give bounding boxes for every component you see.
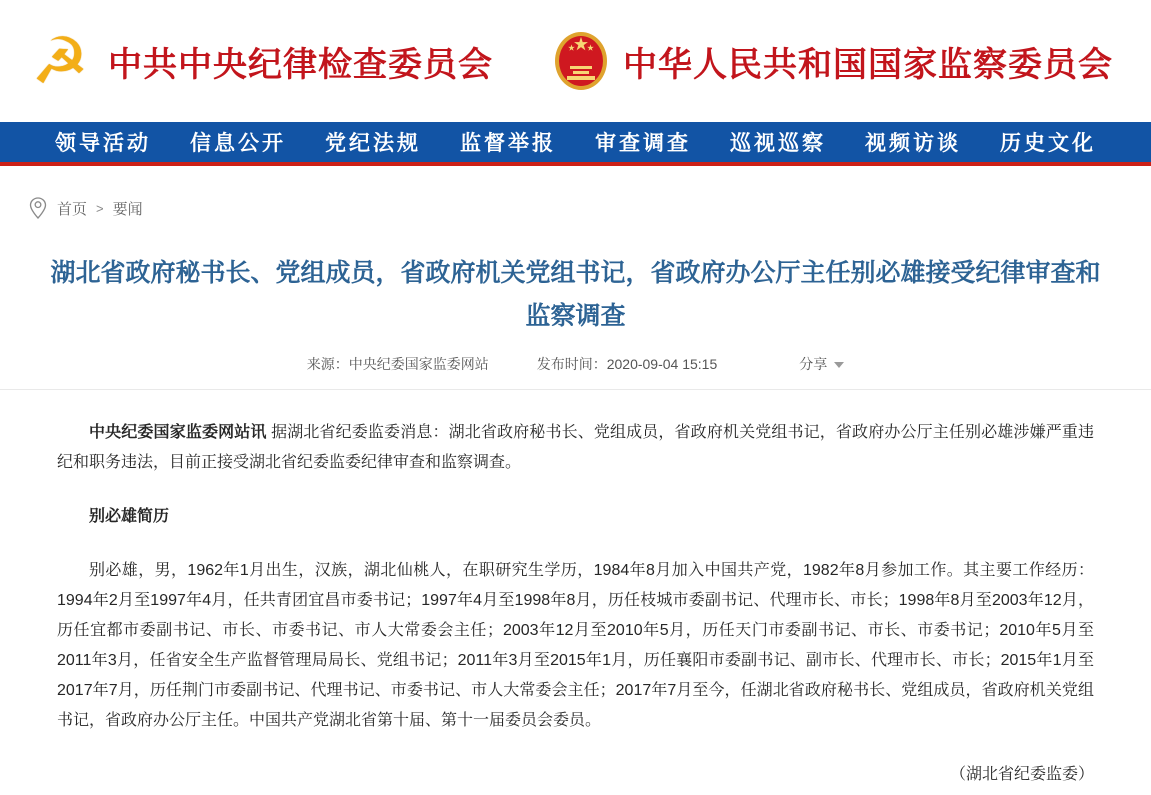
ccdi-logo-title: 中共中央纪律检查委员会 [108,45,493,84]
breadcrumb-home[interactable]: 首页 [57,200,88,218]
national-emblem-icon [555,32,607,90]
breadcrumb-separator: > [96,200,104,216]
breadcrumb-current[interactable]: 要闻 [112,200,143,218]
nav-item-video-interviews[interactable]: 视频访谈 [865,132,961,155]
breadcrumb [0,166,1151,220]
location-pin-icon [28,196,48,220]
lead-source-tag: 中央纪委国家监委网站讯 [89,424,267,441]
caret-down-icon [834,362,844,368]
main-nav [0,122,1151,166]
nsc-logo[interactable] [555,32,1113,90]
share-button[interactable] [799,354,844,374]
site-header [0,0,1151,122]
emblem-star-icon: ★ [568,45,575,52]
attribution: （湖北省纪委监委） [949,766,1094,783]
resume-heading: 别必雄简历 [89,508,170,525]
nav-item-review-investigation[interactable]: 审查调查 [595,132,691,155]
nav-item-inspection-tours[interactable]: 巡视巡察 [730,132,826,155]
nav-item-supervision-report[interactable]: 监督举报 [460,132,556,155]
resume-paragraph: 别必雄，男，1962年1月出生，汉族，湖北仙桃人，在职研究生学历，1984年8月加入中国共产党，1982年8月参加工作。其主要工作经历：1994年2月至1997年4月，任共青团宜昌市委书记；1997年4月至1998年8月，历任枝城市委副书记、代理市长、市长；1998年8月至2003年12月，历任宜都市委副书记、市长、市委书记、市人大常委会主任；2003年12月至2010年5月，历任天门市委副书记、市长、市委书记；2010年5月至2011年3月，任省安全生产监督管理局局长、党组书记；2011年3月至2015年1月，历任襄阳市委副书记、副市长、代理市长、市长；2015年1月至2017年7月，历任荆门市委副书记、代理书记、市委书记、市人大常委会主任；2017年7月至今，任湖北省政府秘书长、党组成员，省政府机关党组书记，省政府办公厅主任。中国共产党湖北省第十届、第十一届委员会委员。 [57,562,1094,729]
nav-item-history-culture[interactable]: 历史文化 [1000,132,1096,155]
party-emblem-icon: ☭ [31,25,89,97]
lead-paragraph [57,418,1094,478]
article-meta [0,354,1151,390]
lead-text: 据湖北省纪委监委消息：湖北省政府秘书长、党组成员，省政府机关党组书记，省政府办公厅主任别必雄涉嫌严重违纪和职务违法，目前正接受湖北省纪委监委纪律审查和监察调查。 [57,424,1094,471]
emblem-star-icon: ★ [573,36,589,53]
article-body [0,390,1151,790]
article-title: 湖北省政府秘书长、党组成员，省政府机关党组书记，省政府办公厅主任别必雄接受纪律审查和监察调查 [50,259,1101,330]
article-source: 来源：中央纪委国家监委网站 [306,356,489,372]
emblem-gate-icon [570,66,592,69]
nav-item-party-regulations[interactable]: 党纪法规 [325,132,421,155]
nav-item-info-disclosure[interactable]: 信息公开 [190,132,286,155]
nsc-logo-title: 中华人民共和国国家监察委员会 [623,45,1113,84]
share-label: 分享 [799,356,828,372]
emblem-star-icon: ★ [587,45,594,52]
nav-item-leader-activities[interactable]: 领导活动 [55,132,151,155]
ccdi-logo[interactable] [28,25,493,97]
publish-time: 发布时间：2020-09-04 15:15 [536,356,718,372]
